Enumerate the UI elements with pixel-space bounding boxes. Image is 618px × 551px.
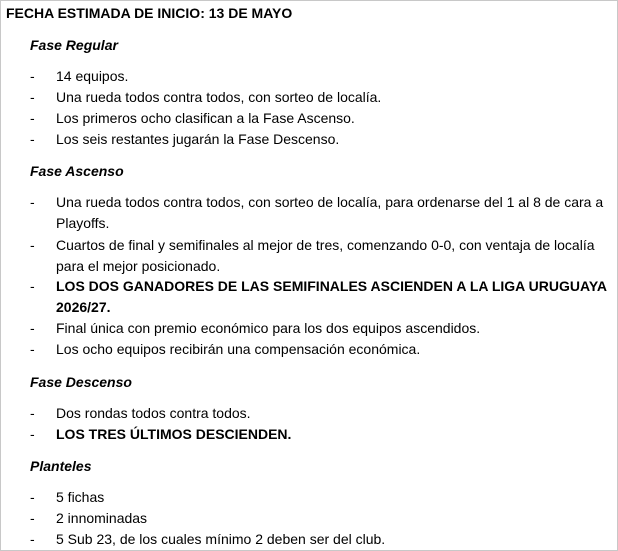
section-title-fase-descenso: Fase Descenso <box>30 374 132 390</box>
list-item-text: Final única con premio económico para los dos equipos ascendidos. <box>56 320 481 336</box>
list-dash: - <box>30 341 35 357</box>
list-item-text: Los seis restantes jugarán la Fase Descenso. <box>56 131 340 147</box>
list-dash: - <box>30 110 35 126</box>
list-dash: - <box>30 278 35 294</box>
list-item-text: Una rueda todos contra todos, con sorteo de localía, para ordenarse del 1 al 8 de cara a Playoffs. <box>56 194 604 231</box>
section-title-fase-regular: Fase Regular <box>30 37 118 53</box>
list-dash: - <box>30 237 35 253</box>
list-dash: - <box>30 131 35 147</box>
list-dash: - <box>30 489 35 505</box>
list-item-text-emphasis: LOS TRES ÚLTIMOS DESCIENDEN. <box>56 426 292 442</box>
list-dash: - <box>30 531 35 547</box>
list-item-text: 5 Sub 23, de los cuales mínimo 2 deben ser del club. <box>56 531 386 547</box>
list-dash: - <box>30 405 35 421</box>
list-dash: - <box>30 320 35 336</box>
section-title-fase-ascenso: Fase Ascenso <box>30 163 124 179</box>
list-item-text: Una rueda todos contra todos, con sorteo de localía. <box>56 89 382 105</box>
list-item-text: 5 fichas <box>56 489 105 505</box>
list-dash: - <box>30 426 35 442</box>
list-dash: - <box>30 194 35 210</box>
list-item-text: 14 equipos. <box>56 68 129 84</box>
section-title-planteles: Planteles <box>30 458 92 474</box>
document-heading: FECHA ESTIMADA DE INICIO: 13 DE MAYO <box>6 5 293 21</box>
list-dash: - <box>30 68 35 84</box>
list-item-text: Los ocho equipos recibirán una compensación económica. <box>56 341 421 357</box>
list-item-text: Cuartos de final y semifinales al mejor de tres, comenzando 0-0, con ventaja de localía para el mejor posicionado. <box>56 237 595 274</box>
list-item-text: Dos rondas todos contra todos. <box>56 405 251 421</box>
list-item-text: 2 innominadas <box>56 510 148 526</box>
list-item-text: Los primeros ocho clasifican a la Fase Ascenso. <box>56 110 355 126</box>
list-item-text-emphasis: LOS DOS GANADORES DE LAS SEMIFINALES ASCIENDEN A LA LIGA URUGUAYA 2026/27. <box>56 278 607 315</box>
list-dash: - <box>30 510 35 526</box>
list-dash: - <box>30 89 35 105</box>
